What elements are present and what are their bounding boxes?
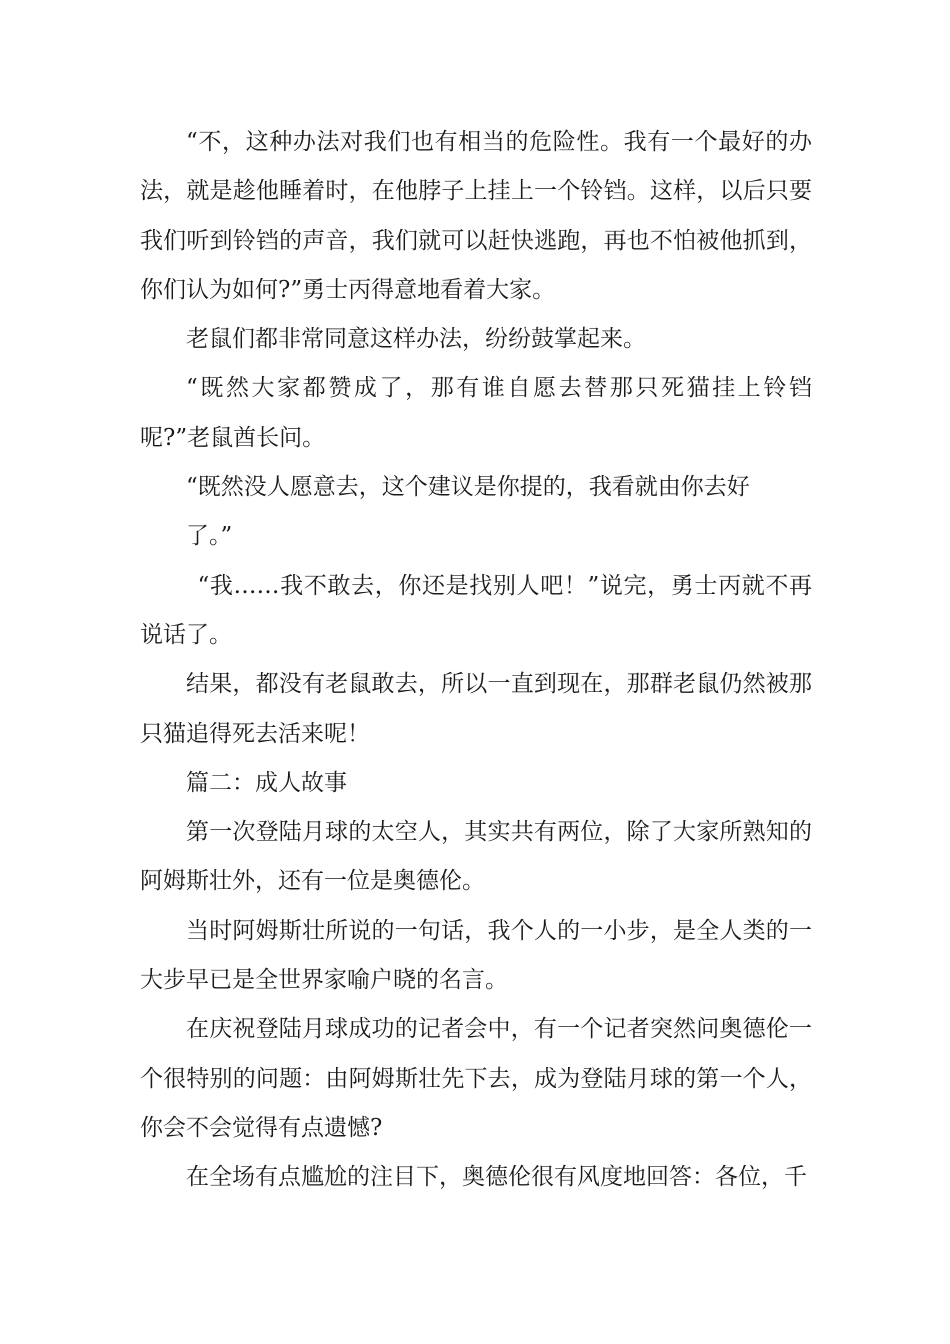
- paragraph-mice-agree: 老鼠们都非常同意这样办法，纷纷鼓掌起来。: [186, 326, 646, 353]
- paragraph-warrior-suggestion: “不，这种办法对我们也有相当的危险性。我有一个最好的办法，就是趁他睡着时，在他脖子上挂上一个铃铛。这样，以后只要我们听到铃铛的声音，我们就可以赶快逃跑，再也不怕被他抓到，你们认为如何?”勇士丙得意地看着大家。: [140, 129, 812, 303]
- paragraph-reporter-question: 在庆祝登陆月球成功的记者会中，有一个记者突然问奥德伦一个很特别的问题：由阿姆斯壮先下去，成为登陆月球的第一个人，你会不会觉得有点遗憾?: [140, 1016, 812, 1141]
- paragraph-famous-quote: 当时阿姆斯壮所说的一句话，我个人的一小步，是全人类的一大步早已是全世界家喻户晓的名言。: [140, 917, 812, 994]
- paragraph-result: 结果，都没有老鼠敢去，所以一直到现在，那群老鼠仍然被那只猫追得死去活来呢！: [140, 671, 812, 747]
- paragraph-nobody-goes-continued: 了。”: [186, 523, 233, 550]
- paragraph-answer: 在全场有点尴尬的注目下，奥德伦很有风度地回答：各位，千: [186, 1164, 807, 1191]
- paragraph-chief-asks: “既然大家都赞成了，那有谁自愿去替那只死猫挂上铃铛呢?”老鼠酋长问。: [140, 375, 812, 451]
- paragraph-nobody-goes: “既然没人愿意去，这个建议是你提的，我看就由你去好: [186, 474, 750, 501]
- section-heading: 篇二：成人故事: [186, 769, 347, 796]
- body-text: [140, 118, 812, 1203]
- paragraph-warrior-refuses: “我……我不敢去，你还是找别人吧！”说完，勇士丙就不再说话了。: [140, 572, 812, 648]
- paragraph-two-astronauts: 第一次登陆月球的太空人，其实共有两位，除了大家所熟知的阿姆斯壮外，还有一位是奥德伦。: [140, 819, 812, 895]
